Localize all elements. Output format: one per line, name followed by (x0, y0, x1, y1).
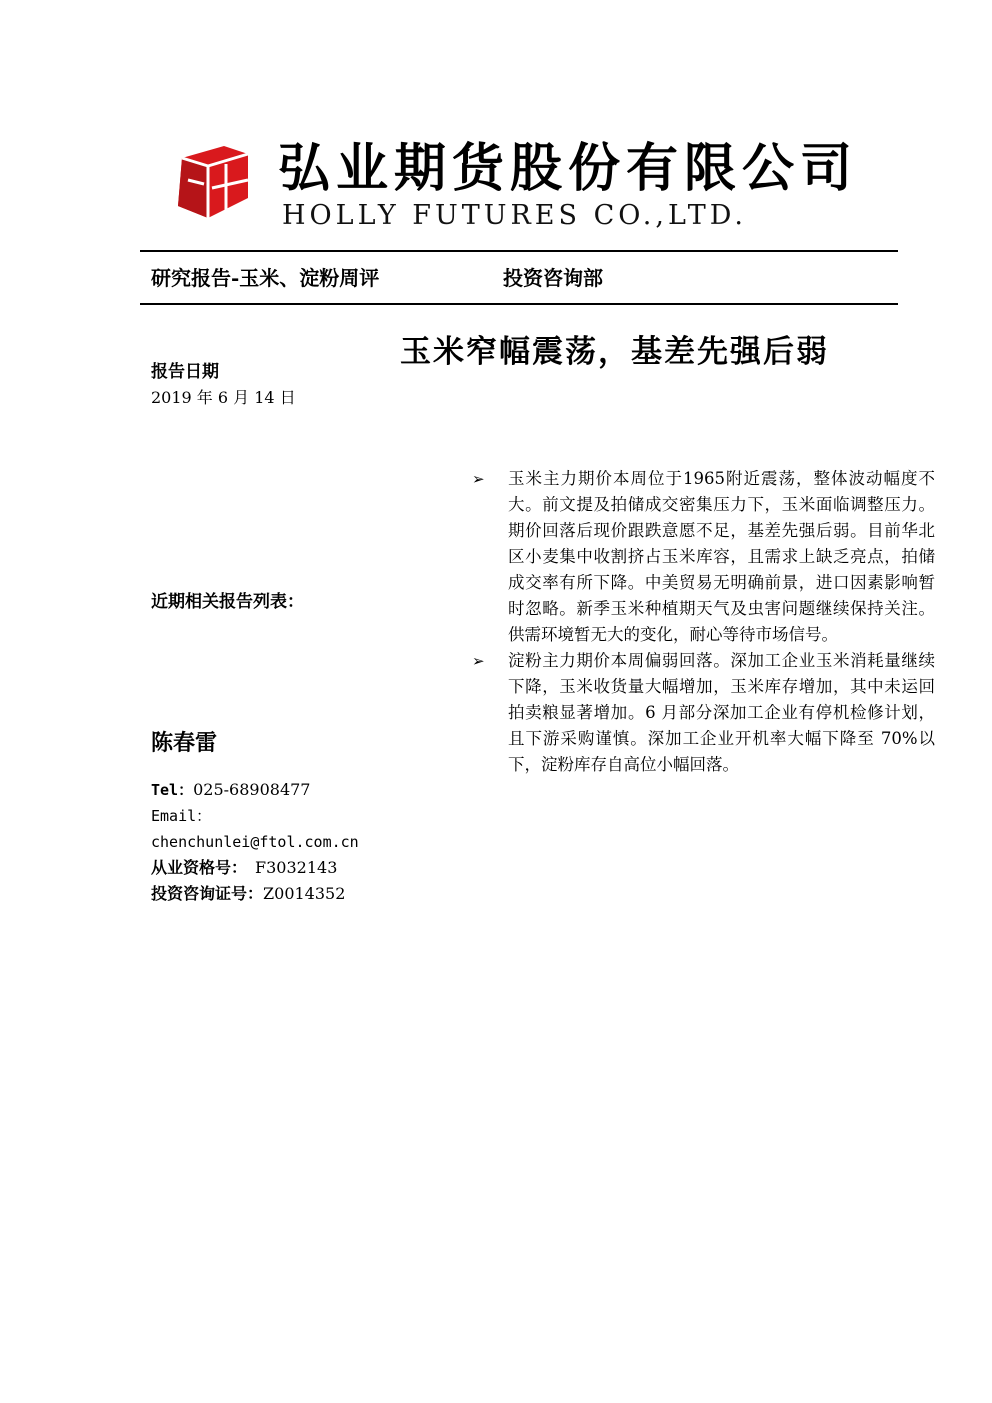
bullet-text: 淀粉主力期价本周偏弱回落。深加工企业玉米消耗量继续下降，玉米收货量大幅增加，玉米库存增加，其中未运回拍卖粮显著增加。6 月部分深加工企业有停机检修计划，且下游采购谨慎。深加工企业开机率大幅下降至 70%以下，淀粉库存自高位小幅回落。 (508, 651, 935, 774)
email-value[interactable]: chenchunlei@ftol.com.cn (151, 833, 359, 851)
header-rule-top (140, 250, 898, 252)
report-type: 研究报告-玉米、淀粉周评 (151, 266, 380, 290)
header-rule-bottom (140, 303, 898, 305)
email-label: Email： (151, 807, 212, 825)
consulting-label: 投资咨询证号： (151, 884, 264, 903)
bullet-text: 玉米主力期价本周位于1965附近震荡，整体波动幅度不大。前文提及拍储成交密集压力下，玉米面临调整压力。期价回落后现价跟跌意愿不足，基差先强后弱。目前华北区小麦集中收割挤占玉米库容，且需求上缺乏亮点，拍储成交率有所下降。中美贸易无明确前景，进口因素影响暂时忽略。新季玉米种植期天气及虫害问题继续保持关注。供需环境暂无大的变化，耐心等待市场信号。 (508, 469, 935, 644)
qualification-label: 从业资格号： (151, 858, 248, 877)
tel-label: Tel： (151, 781, 194, 799)
analyst-name: 陈春雷 (151, 730, 218, 756)
qualification-row (151, 856, 337, 880)
tel-value: 025-68908477 (193, 780, 311, 799)
company-logo (168, 140, 252, 224)
report-date-value: 2019 年 6 月 14 日 (151, 388, 296, 407)
consulting-row (151, 882, 345, 906)
qualification-value: F3032143 (255, 858, 338, 877)
company-name-cn: 弘业期货股份有限公司 (278, 138, 859, 199)
list-item (470, 466, 935, 648)
arrow-bullet-icon: ➢ (472, 652, 485, 670)
analyst-tel-row (151, 778, 310, 802)
department: 投资咨询部 (503, 266, 603, 290)
consulting-value: Z0014352 (263, 884, 346, 903)
report-date-label: 报告日期 (151, 362, 219, 382)
list-item (470, 648, 935, 778)
report-title: 玉米窄幅震荡，基差先强后弱 (400, 334, 829, 370)
company-name-en: HOLLY FUTURES CO.,LTD. (282, 200, 747, 231)
arrow-bullet-icon: ➢ (472, 470, 485, 488)
related-reports-label: 近期相关报告列表： (151, 592, 304, 612)
summary-bullets (470, 466, 935, 778)
